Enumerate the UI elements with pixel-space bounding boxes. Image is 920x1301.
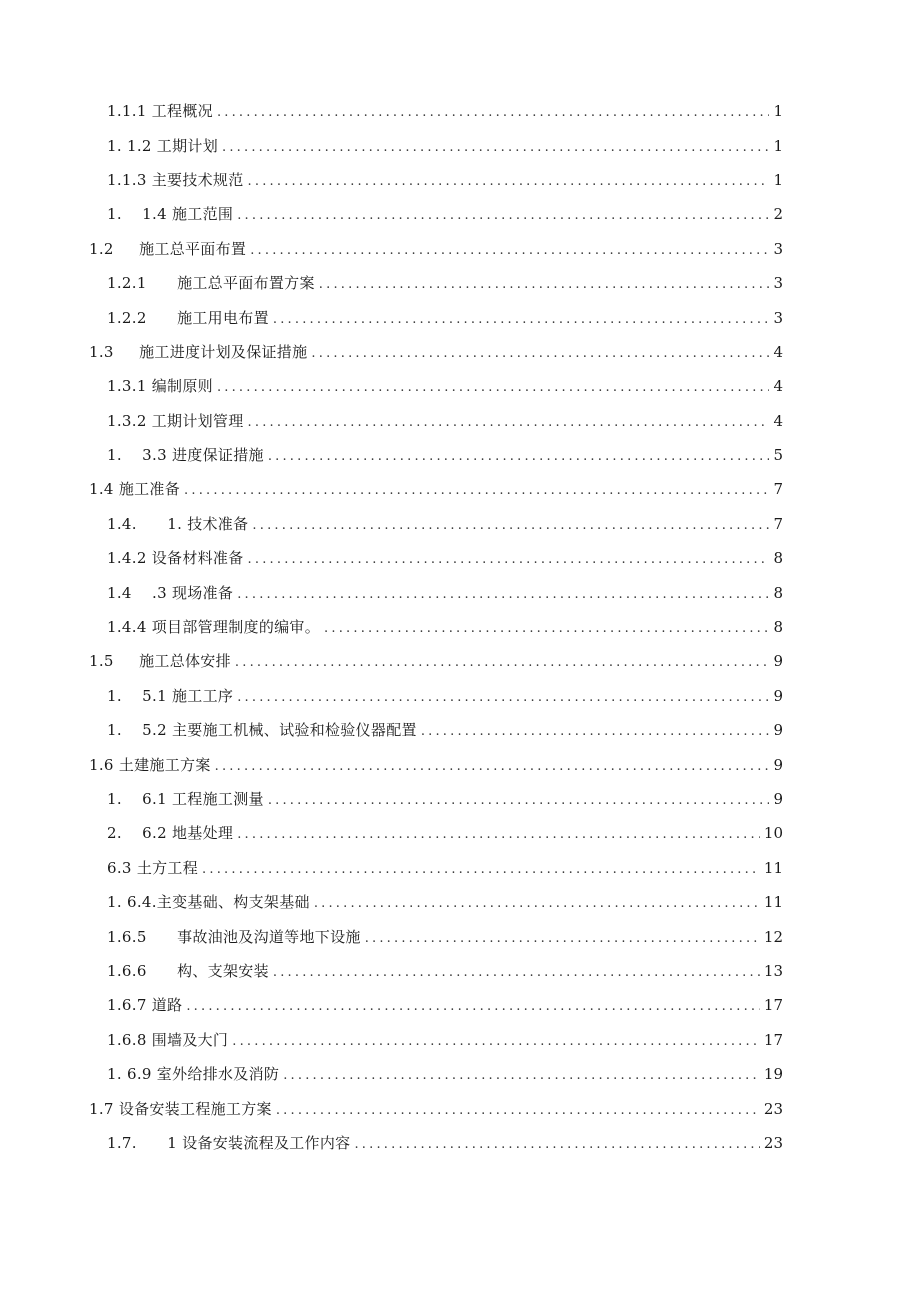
- toc-leader-dots: [283, 1066, 760, 1086]
- toc-entry-page: 12: [763, 927, 783, 946]
- toc-entry-title: 1.6 土建施工方案: [89, 755, 211, 774]
- toc-entry-page: 11: [763, 893, 783, 912]
- toc-leader-dots: [252, 516, 769, 536]
- toc-entry-title: 1.6.5 事故油池及沟道等地下设施: [107, 927, 361, 946]
- toc-entry-page: 7: [773, 514, 783, 533]
- toc-entry-title: 1. 3.3 进度保证措施: [107, 446, 264, 465]
- toc-entry-page: 9: [773, 686, 783, 705]
- toc-leader-dots: [421, 722, 770, 742]
- toc-entry-title: 1.4 施工准备: [89, 480, 181, 499]
- toc-entry-title: 1.1.1 工程概况: [107, 102, 213, 121]
- toc-entry[interactable]: [0, 94, 920, 128]
- toc-entry[interactable]: [0, 232, 920, 266]
- toc-entry-title: 1.7 设备安装工程施工方案: [89, 1099, 272, 1118]
- toc-entry-page: 3: [773, 308, 783, 327]
- toc-leader-dots: [237, 206, 769, 226]
- toc-entry-page: 1: [773, 136, 783, 155]
- toc-entry-page: 9: [773, 755, 783, 774]
- toc-entry[interactable]: [0, 472, 920, 506]
- toc-entry-title: 2. 6.2 地基处理: [107, 824, 234, 843]
- table-of-contents: [0, 94, 920, 1160]
- toc-entry-page: 2: [773, 205, 783, 224]
- toc-entry[interactable]: [0, 1057, 920, 1091]
- toc-entry[interactable]: [0, 507, 920, 541]
- toc-entry[interactable]: [0, 128, 920, 162]
- toc-entry-page: 7: [773, 480, 783, 499]
- toc-entry-title: 1.4.4 项目部管理制度的编审。: [107, 618, 321, 637]
- toc-entry-title: 1.2.1 施工总平面布置方案: [107, 274, 315, 293]
- toc-entry[interactable]: [0, 644, 920, 678]
- toc-entry[interactable]: [0, 919, 920, 953]
- toc-entry-page: 4: [773, 342, 783, 361]
- toc-entry-title: 1. 6.1 工程施工测量: [107, 790, 264, 808]
- toc-entry-page: 9: [773, 790, 783, 808]
- toc-entry-title: 1. 1.4 施工范围: [107, 205, 234, 224]
- toc-entry[interactable]: [0, 816, 920, 850]
- toc-entry-page: 4: [773, 411, 783, 430]
- toc-entry-page: 23: [763, 1133, 783, 1152]
- toc-leader-dots: [276, 1101, 760, 1121]
- toc-leader-dots: [222, 138, 769, 158]
- toc-leader-dots: [365, 929, 760, 949]
- toc-leader-dots: [314, 894, 760, 914]
- toc-leader-dots: [319, 275, 770, 295]
- toc-entry-page: 10: [763, 824, 783, 843]
- toc-entry-title: 1.2.2 施工用电布置: [107, 308, 269, 327]
- toc-leader-dots: [248, 550, 770, 570]
- toc-entry-title: 1.7. 1 设备安装流程及工作内容: [107, 1133, 351, 1152]
- toc-entry-title: 1.6.8 围墙及大门: [107, 1030, 229, 1049]
- toc-leader-dots: [184, 481, 769, 501]
- toc-entry-title: 1.3.1 编制原则: [107, 377, 213, 396]
- toc-entry[interactable]: [0, 197, 920, 231]
- toc-leader-dots: [232, 1032, 760, 1052]
- toc-entry[interactable]: [0, 335, 920, 369]
- toc-entry-title: 1.3.2 工期计划管理: [107, 411, 244, 430]
- toc-entry[interactable]: [0, 988, 920, 1022]
- toc-leader-dots: [248, 172, 770, 192]
- toc-entry-page: 8: [773, 618, 783, 637]
- toc-entry-page: 1: [773, 102, 783, 121]
- toc-entry-title: 1.2 施工总平面布置: [89, 239, 247, 258]
- toc-entry[interactable]: [0, 369, 920, 403]
- toc-entry[interactable]: [0, 954, 920, 988]
- toc-entry-title: 1.6.6 构、支架安装: [107, 961, 269, 980]
- toc-entry-title: 1. 6.4.主变基础、构支架基础: [107, 893, 310, 912]
- toc-entry-page: 3: [773, 274, 783, 293]
- toc-entry[interactable]: [0, 1023, 920, 1057]
- toc-entry-page: 3: [773, 239, 783, 258]
- toc-entry-page: 5: [773, 446, 783, 465]
- toc-entry-title: 1. 5.2 主要施工机械、试验和检验仪器配置: [107, 721, 417, 740]
- toc-leader-dots: [273, 963, 760, 983]
- toc-entry[interactable]: [0, 782, 920, 816]
- toc-entry[interactable]: [0, 679, 920, 713]
- toc-entry[interactable]: [0, 1091, 920, 1125]
- toc-leader-dots: [354, 1135, 759, 1155]
- toc-entry[interactable]: [0, 610, 920, 644]
- toc-entry-title: 1.4 .3 现场准备: [107, 583, 234, 602]
- toc-entry[interactable]: [0, 747, 920, 781]
- toc-leader-dots: [237, 688, 769, 708]
- toc-leader-dots: [268, 447, 770, 467]
- toc-entry[interactable]: [0, 885, 920, 919]
- toc-entry-page: 8: [773, 549, 783, 568]
- toc-entry-page: 4: [773, 377, 783, 396]
- toc-entry-title: 1.4.2 设备材料准备: [107, 549, 244, 568]
- toc-leader-dots: [250, 241, 769, 261]
- toc-leader-dots: [324, 619, 769, 639]
- toc-leader-dots: [237, 825, 760, 845]
- toc-leader-dots: [217, 378, 770, 398]
- toc-leader-dots: [202, 860, 760, 880]
- toc-entry-page: 17: [763, 996, 783, 1015]
- toc-entry[interactable]: [0, 404, 920, 438]
- toc-entry-title: 6.3 土方工程: [107, 858, 199, 877]
- toc-entry-title: 1.3 施工进度计划及保证措施: [89, 342, 308, 361]
- toc-entry-page: 8: [773, 583, 783, 602]
- toc-entry-title: 1.4. 1. 技术准备: [107, 514, 249, 533]
- toc-entry-title: 1.6.7 道路: [107, 996, 183, 1015]
- toc-leader-dots: [311, 344, 769, 364]
- toc-entry-title: 1.1.3 主要技术规范: [107, 170, 244, 189]
- toc-entry-page: 1: [773, 170, 783, 189]
- toc-leader-dots: [215, 757, 770, 777]
- toc-entry-title: 1. 5.1 施工工序: [107, 686, 234, 705]
- toc-entry-page: 13: [763, 961, 783, 980]
- toc-entry[interactable]: [0, 541, 920, 575]
- toc-entry-title: 1. 6.9 室外给排水及消防: [107, 1065, 280, 1084]
- toc-entry-title: 1. 1.2 工期计划: [107, 136, 219, 155]
- toc-entry[interactable]: [0, 713, 920, 747]
- toc-leader-dots: [268, 791, 770, 811]
- toc-entry[interactable]: [0, 575, 920, 609]
- toc-entry[interactable]: [0, 1126, 920, 1160]
- toc-entry-page: 9: [773, 721, 783, 740]
- toc-leader-dots: [217, 103, 770, 123]
- toc-entry-page: 19: [763, 1065, 783, 1084]
- toc-leader-dots: [235, 653, 770, 673]
- toc-entry[interactable]: [0, 438, 920, 472]
- toc-entry[interactable]: [0, 851, 920, 885]
- toc-leader-dots: [273, 310, 770, 330]
- toc-entry[interactable]: [0, 300, 920, 334]
- toc-entry[interactable]: [0, 163, 920, 197]
- toc-entry-title: 1.5 施工总体安排: [89, 652, 231, 671]
- toc-entry-page: 9: [773, 652, 783, 671]
- toc-leader-dots: [248, 413, 770, 433]
- toc-entry-page: 17: [763, 1030, 783, 1049]
- toc-entry[interactable]: [0, 266, 920, 300]
- toc-leader-dots: [186, 997, 760, 1017]
- toc-leader-dots: [237, 585, 769, 605]
- toc-entry-page: 23: [763, 1099, 783, 1118]
- toc-entry-page: 11: [763, 858, 783, 877]
